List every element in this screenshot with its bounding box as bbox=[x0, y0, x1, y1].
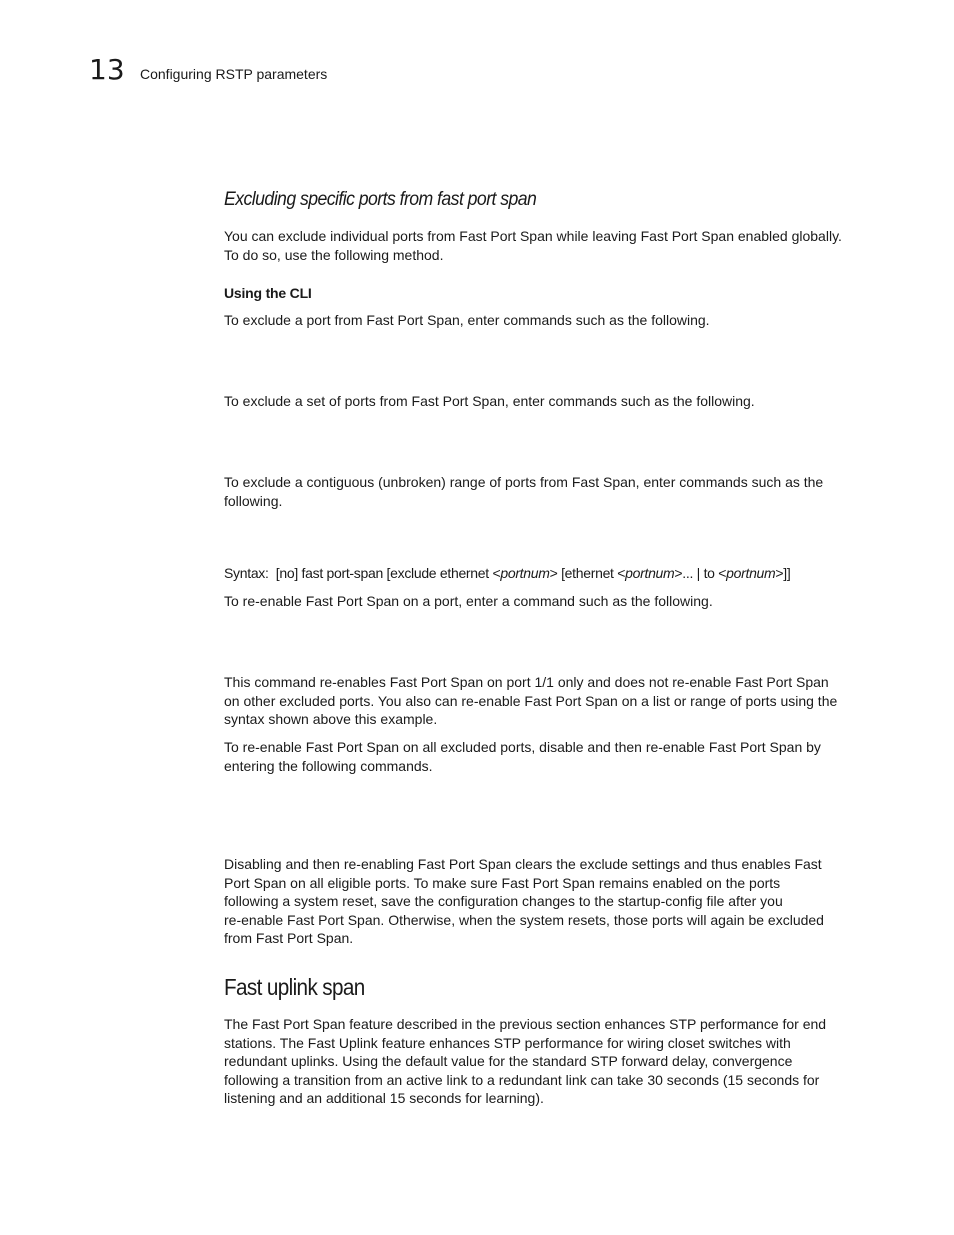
syntax-variable: portnum bbox=[726, 565, 776, 581]
paragraph-uplink-intro bbox=[224, 1015, 874, 1108]
chapter-title: Configuring RSTP parameters bbox=[140, 66, 328, 82]
paragraph-exclude-range bbox=[224, 473, 874, 510]
syntax-text: >]] bbox=[775, 565, 791, 581]
syntax-label: Syntax: bbox=[224, 565, 269, 581]
paragraph-line: The Fast Port Span feature described in the previous section enhances STP performance for end bbox=[224, 1016, 827, 1032]
syntax-variable: portnum bbox=[500, 565, 550, 581]
paragraph-line: listening and an additional 15 seconds for learning). bbox=[224, 1090, 544, 1107]
syntax-text: < bbox=[617, 565, 626, 581]
paragraph-disabling-note bbox=[224, 855, 874, 948]
paragraph-command-note bbox=[224, 673, 874, 729]
section-heading-uplink: Fast uplink span bbox=[224, 974, 365, 1000]
paragraph-line: following. bbox=[224, 492, 283, 509]
syntax-text: < bbox=[718, 565, 727, 581]
paragraph-reenable-all bbox=[224, 738, 874, 775]
paragraph-intro bbox=[224, 227, 874, 264]
paragraph-line: following a transition from an active link to a redundant link can take 30 seconds (15 seconds for bbox=[224, 1071, 820, 1088]
paragraph-line: following a system reset, save the configuration changes to the startup-config file after you bbox=[224, 893, 783, 910]
paragraph-line: Port Span on all eligible ports. To make sure Fast Port Span remains enabled on the ports bbox=[224, 874, 781, 891]
paragraph-line: re-enable Fast Port Span. Otherwise, when the system resets, those ports will again be excluded bbox=[224, 911, 824, 928]
paragraph-line: Disabling and then re-enabling Fast Port Span clears the exclude settings and thus enables Fast bbox=[224, 856, 822, 872]
syntax-line bbox=[224, 564, 884, 582]
paragraph-line: To do so, use the following method. bbox=[224, 246, 444, 263]
syntax-keyword: to bbox=[703, 565, 715, 581]
syntax-text: >... | bbox=[674, 565, 704, 581]
paragraph-exclude-port: To exclude a port from Fast Port Span, enter commands such as the following. bbox=[224, 312, 710, 328]
syntax-text: [ bbox=[275, 565, 280, 581]
paragraph-line: This command re-enables Fast Port Span on port 1/1 only and does not re-enable Fast Port Span bbox=[224, 674, 829, 690]
chapter-number: 13 bbox=[89, 53, 125, 86]
syntax-keyword: no bbox=[279, 565, 295, 581]
paragraph-line: from Fast Port Span. bbox=[224, 930, 354, 947]
syntax-text: [ bbox=[386, 565, 391, 581]
paragraph-exclude-set: To exclude a set of ports from Fast Port Span, enter commands such as the following. bbox=[224, 393, 755, 409]
subheading-using-cli: Using the CLI bbox=[224, 285, 312, 301]
paragraph-line: redundant uplinks. Using the default value for the standard STP forward delay, convergence bbox=[224, 1053, 793, 1070]
paragraph-line: To re-enable Fast Port Span on all excluded ports, disable and then re-enable Fast Port Span by bbox=[224, 739, 821, 755]
syntax-keyword: fast port-span bbox=[301, 565, 383, 581]
syntax-variable: portnum bbox=[625, 565, 675, 581]
paragraph-line: You can exclude individual ports from Fast Port Span while leaving Fast Port Span enabled globally. bbox=[224, 228, 842, 244]
paragraph-line: syntax shown above this example. bbox=[224, 711, 438, 728]
paragraph-reenable-port: To re-enable Fast Port Span on a port, enter a command such as the following. bbox=[224, 593, 713, 609]
syntax-text: ] bbox=[294, 565, 298, 581]
syntax-text: > [ bbox=[549, 565, 565, 581]
syntax-text: < bbox=[492, 565, 501, 581]
section-heading-exclude: Excluding specific ports from fast port span bbox=[224, 189, 537, 210]
paragraph-line: stations. The Fast Uplink feature enhances STP performance for wiring closet switches with bbox=[224, 1034, 791, 1051]
syntax-keyword: exclude ethernet bbox=[390, 565, 489, 581]
syntax-keyword: ethernet bbox=[564, 565, 614, 581]
paragraph-line: entering the following commands. bbox=[224, 757, 433, 774]
paragraph-line: To exclude a contiguous (unbroken) range of ports from Fast Span, enter commands such as the bbox=[224, 474, 824, 490]
paragraph-line: on other excluded ports. You also can re-enable Fast Port Span on a list or range of ports using the bbox=[224, 692, 838, 709]
